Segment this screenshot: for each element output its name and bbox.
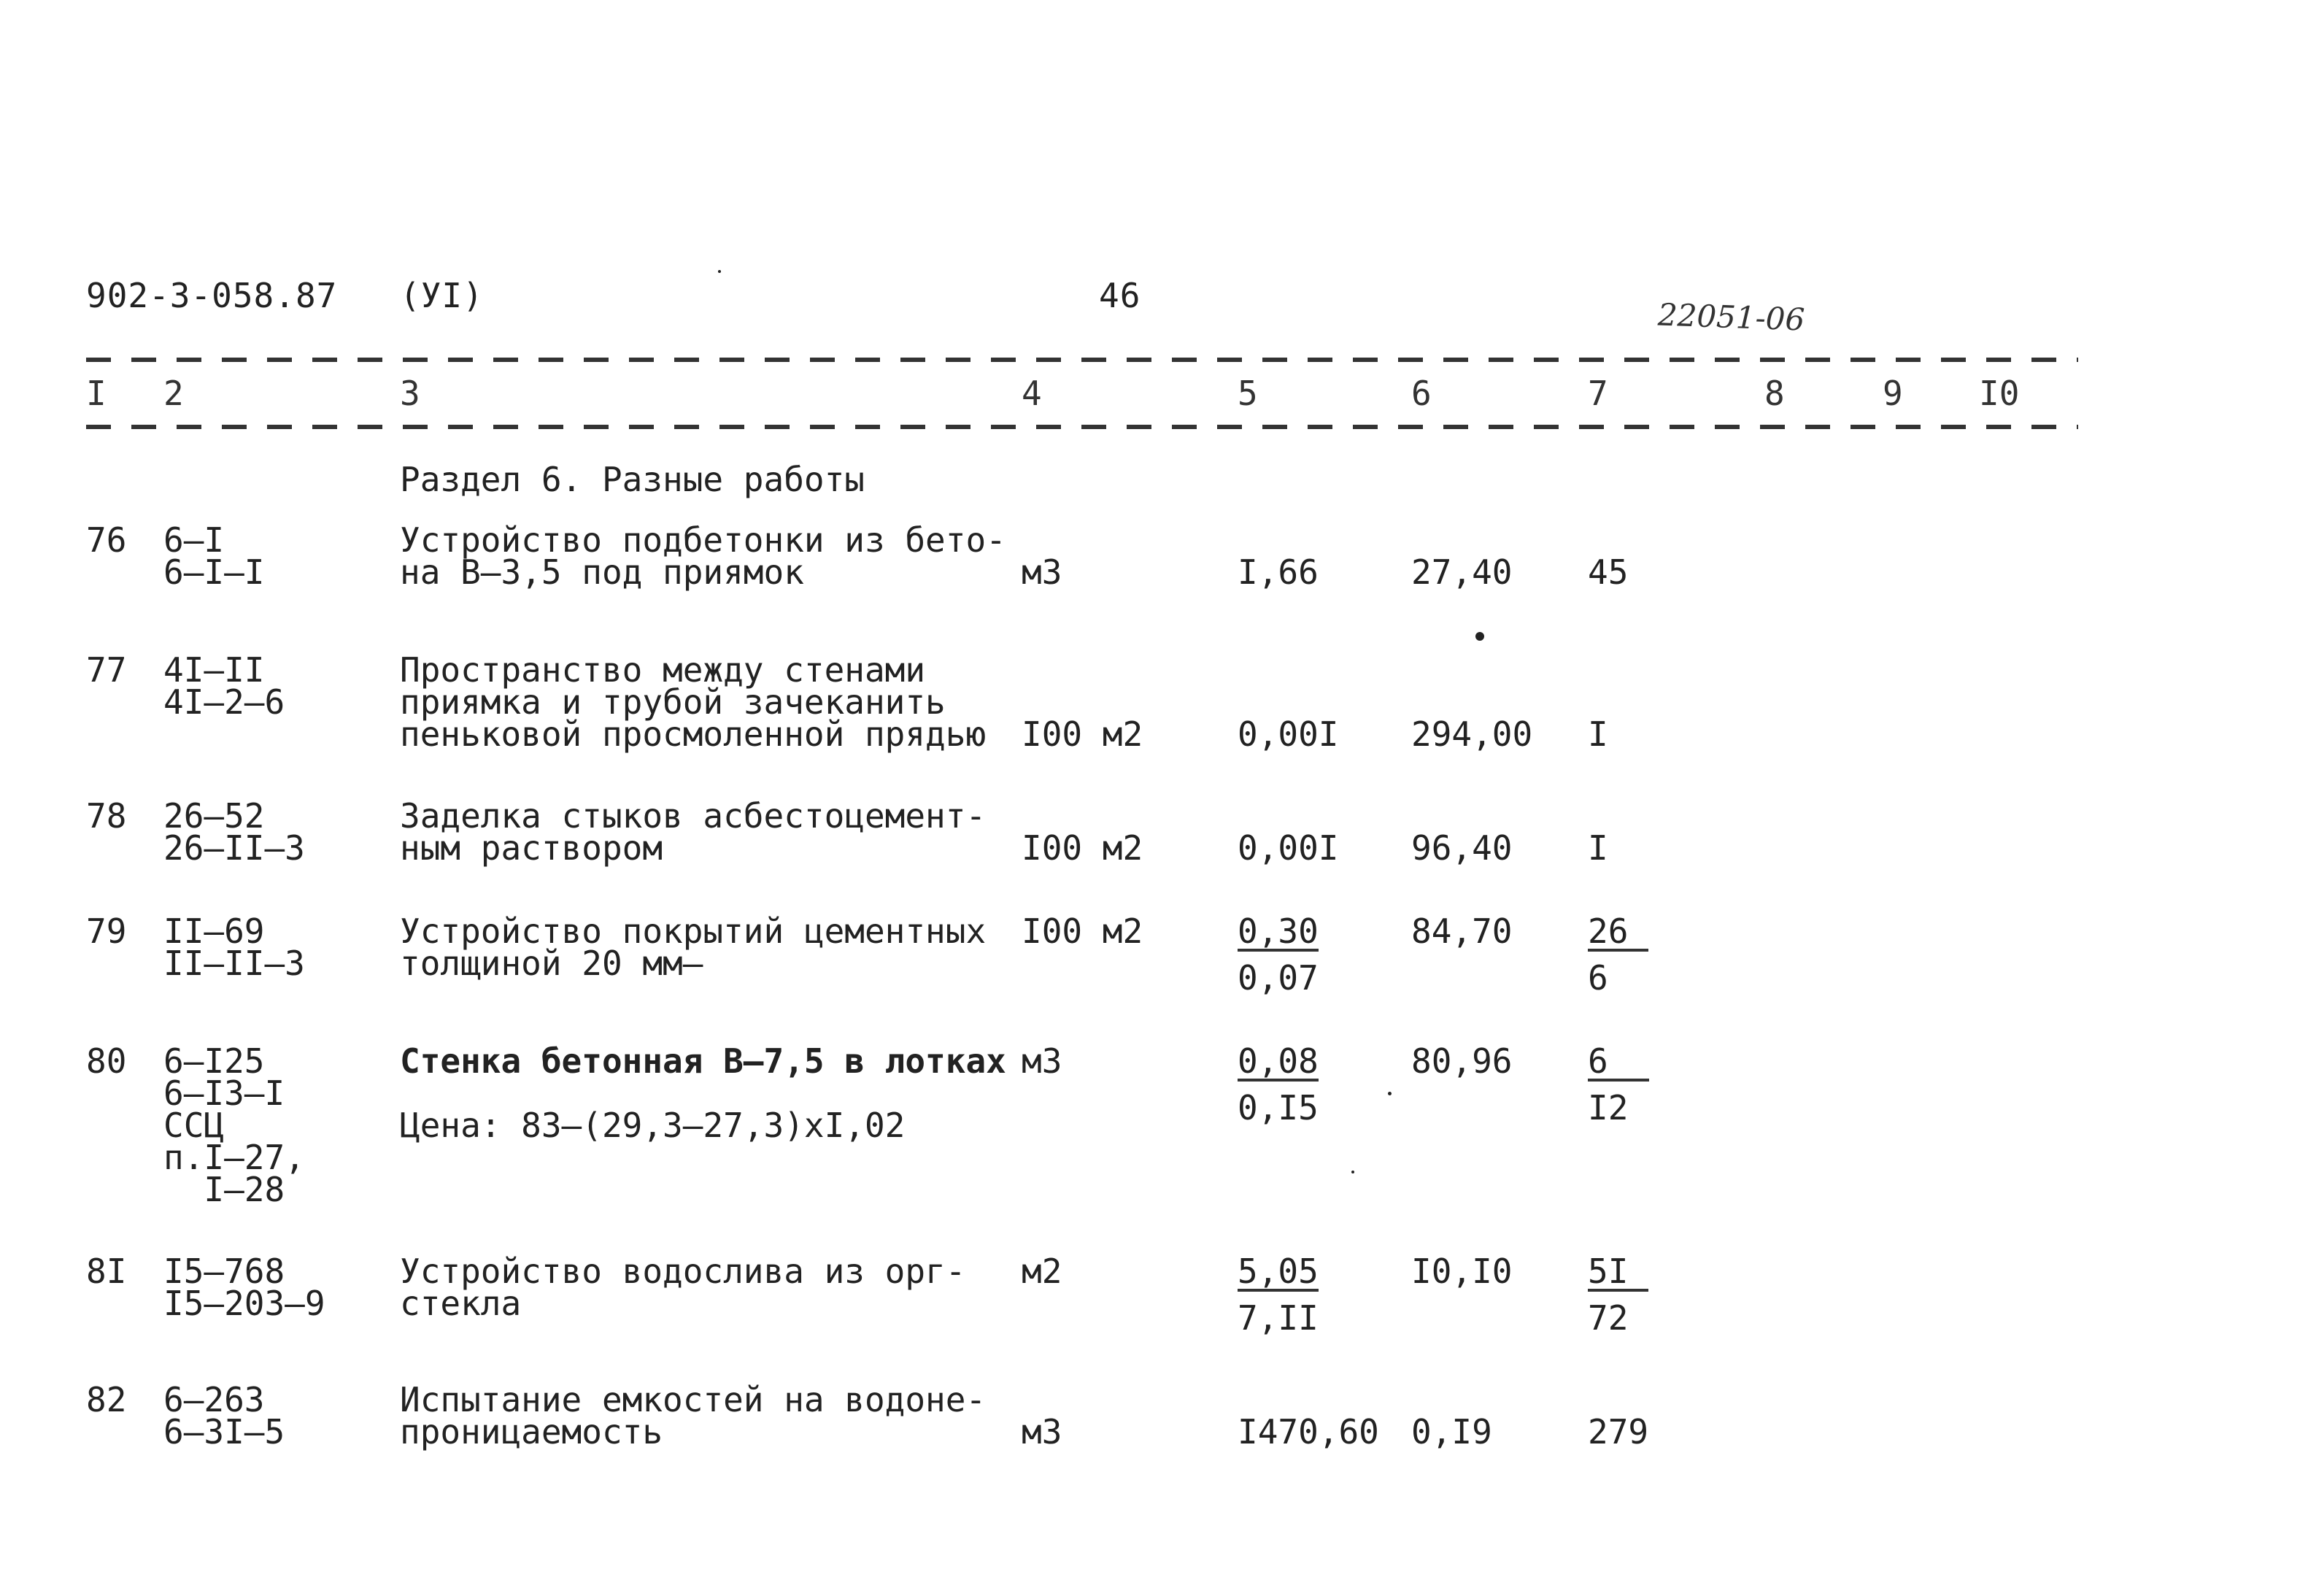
unit: м3 xyxy=(1022,1412,1062,1452)
norm-code: п.I–27, xyxy=(163,1138,305,1177)
quantity-denominator: 0,I5 xyxy=(1238,1088,1319,1127)
work-description: на В–3,5 под приямок xyxy=(400,552,804,592)
cost-numerator: 6 xyxy=(1588,1045,1649,1082)
scan-speck xyxy=(1351,1171,1354,1173)
norm-code: 6–I–I xyxy=(163,552,265,592)
norm-code: ССЦ xyxy=(163,1106,225,1145)
unit-price: 96,40 xyxy=(1411,828,1513,868)
price-formula: Цена: 83–(29,3–27,3)хI,02 xyxy=(400,1106,906,1145)
scan-speck xyxy=(718,270,721,273)
document-code: 902-3-058.87 xyxy=(86,276,338,315)
unit: I00 м2 xyxy=(1022,714,1143,754)
norm-code: 4I–2–6 xyxy=(163,682,285,722)
cost-denominator: I2 xyxy=(1588,1088,1629,1127)
norm-code: 6–3I–5 xyxy=(163,1412,285,1452)
row-number: 76 xyxy=(86,520,127,560)
norm-code: 6–I3–I xyxy=(163,1073,285,1113)
total-cost: 279 xyxy=(1588,1412,1649,1452)
unit: м3 xyxy=(1022,1041,1062,1081)
work-description: Устройство покрытий цементных xyxy=(400,911,987,951)
work-description: толщиной 20 мм– xyxy=(400,944,703,983)
section-title: Раздел 6. Разные работы xyxy=(400,460,865,499)
row-number: 78 xyxy=(86,796,127,836)
quantity-denominator: 0,07 xyxy=(1238,958,1319,998)
column-number-8: 8 xyxy=(1764,374,1785,413)
quantity-denominator: 7,II xyxy=(1238,1298,1319,1338)
total-cost: 45 xyxy=(1588,552,1629,592)
dashed-rule-bottom xyxy=(86,425,2078,429)
quantity: 0,00I xyxy=(1238,714,1339,754)
unit-price: 84,70 xyxy=(1411,911,1513,951)
work-description: Стенка бетонная В–7,5 в лотках xyxy=(400,1041,1006,1081)
work-description: Испытание емкостей на водоне- xyxy=(400,1380,987,1419)
work-description: приямка и трубой зачеканить xyxy=(400,682,946,722)
total-cost: I xyxy=(1588,714,1608,754)
quantity: I,66 xyxy=(1238,552,1319,592)
quantity-numerator: 0,30 xyxy=(1238,911,1319,951)
unit: I00 м2 xyxy=(1022,911,1143,951)
norm-code: 4I–II xyxy=(163,650,265,690)
column-number-7: 7 xyxy=(1588,374,1608,413)
norm-code: II–69 xyxy=(163,911,265,951)
quantity-numerator: 0,08 xyxy=(1238,1041,1319,1081)
norm-code: 26–II–3 xyxy=(163,828,305,868)
total-cost: I xyxy=(1588,828,1608,868)
quantity: I470,60 xyxy=(1238,1412,1379,1452)
unit-price: 27,40 xyxy=(1411,552,1513,592)
quantity-numerator: 5,05 xyxy=(1238,1252,1319,1291)
norm-code: I–28 xyxy=(163,1170,285,1209)
column-number-4: 4 xyxy=(1022,374,1042,413)
row-number: 8I xyxy=(86,1252,127,1291)
work-description: стекла xyxy=(400,1284,522,1323)
norm-code: 6–I xyxy=(163,520,225,560)
column-number-3: 3 xyxy=(400,374,420,413)
cost-denominator: 72 xyxy=(1588,1298,1629,1338)
unit: I00 м2 xyxy=(1022,828,1143,868)
dashed-rule-top xyxy=(86,358,2078,362)
norm-code: I5–203–9 xyxy=(163,1284,325,1323)
work-description: Устройство водослива из орг- xyxy=(400,1252,966,1291)
unit-price: I0,I0 xyxy=(1411,1252,1513,1291)
work-description: ным раствором xyxy=(400,828,663,868)
work-description: Заделка стыков асбестоцемент- xyxy=(400,796,987,836)
norm-code: 26–52 xyxy=(163,796,265,836)
unit: м3 xyxy=(1022,552,1062,592)
column-number-10: I0 xyxy=(1979,374,2020,413)
norm-code: 6–263 xyxy=(163,1380,265,1419)
work-description: пеньковой просмоленной прядью xyxy=(400,714,987,754)
page-number: 46 xyxy=(1099,276,1141,315)
unit-price: 0,I9 xyxy=(1411,1412,1492,1452)
norm-code: II–II–3 xyxy=(163,944,305,983)
cost-numerator: 26 xyxy=(1588,915,1648,952)
album-number: (УI) xyxy=(400,276,484,315)
norm-code: 6–I25 xyxy=(163,1041,265,1081)
column-number-2: 2 xyxy=(163,374,184,413)
scan-speck xyxy=(1388,1092,1392,1095)
work-description: проницаемость xyxy=(400,1412,663,1452)
unit-price: 294,00 xyxy=(1411,714,1533,754)
row-number: 79 xyxy=(86,911,127,951)
work-description: Устройство подбетонки из бето- xyxy=(400,520,1006,560)
quantity: 0,00I xyxy=(1238,828,1339,868)
unit: м2 xyxy=(1022,1252,1062,1291)
row-number: 80 xyxy=(86,1041,127,1081)
cost-numerator: 5I xyxy=(1588,1255,1648,1292)
scan-speck xyxy=(1475,632,1484,641)
column-number-6: 6 xyxy=(1411,374,1432,413)
column-number-5: 5 xyxy=(1238,374,1258,413)
handwritten-code: 22051-06 xyxy=(1657,296,1806,338)
column-number-1: I xyxy=(86,374,107,413)
norm-code: I5–768 xyxy=(163,1252,285,1291)
work-description: Пространство между стенами xyxy=(400,650,926,690)
column-number-9: 9 xyxy=(1883,374,1903,413)
row-number: 77 xyxy=(86,650,127,690)
row-number: 82 xyxy=(86,1380,127,1419)
cost-denominator: 6 xyxy=(1588,958,1608,998)
unit-price: 80,96 xyxy=(1411,1041,1513,1081)
